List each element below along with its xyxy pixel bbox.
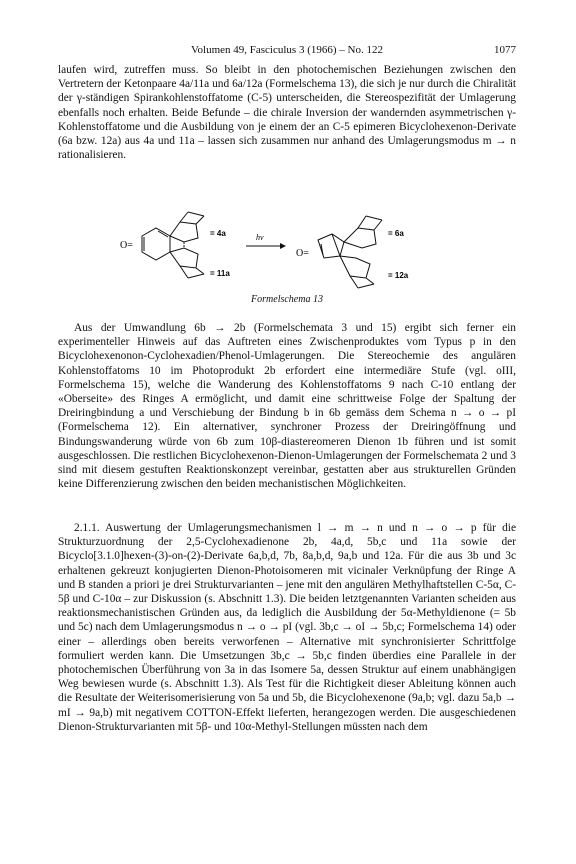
reaction-scheme bbox=[118, 206, 468, 298]
paragraph-1-text: laufen wird, zutreffen muss. So bleibt in den photochemischen Beziehungen zwischen den Vertretern der Ketonpaare 4a/11a und 6a/12a (Formelschema 13), die sich je nur durch die Chiralität der γ-ständigen Spirankohlenstoffatome (C-5) unterscheiden, die Stereospezifität der Umlagerung ebenfalls noch erhalten. Beide Befunde – die chirale Inversion der wandernden asymmetrischen γ-Kohlenstoffatome und die Ausbildung von je einem der an C-5 epimeren Bicyclohexenon-Derivate (6a bzw. 12a) aus 4a und 11a – lassen sich zusammen nur anhand des Umlagerungsmodus m → n rationalisieren. bbox=[58, 64, 516, 162]
paragraph-3 bbox=[58, 521, 516, 734]
left-carbonyl: O= bbox=[120, 240, 133, 251]
paragraph-1 bbox=[58, 63, 516, 162]
journal-title: Volumen 49, Fasciculus 3 (1966) – No. 122 bbox=[191, 44, 383, 56]
label-4a: = 4a bbox=[210, 229, 226, 238]
right-upper-ring bbox=[344, 228, 376, 248]
left-upper-ring bbox=[170, 222, 198, 242]
figure-caption: Formelschema 13 bbox=[251, 294, 323, 305]
arrow-label-hv: hν bbox=[256, 233, 264, 242]
page-number: 1077 bbox=[494, 44, 516, 56]
reaction-arrow bbox=[246, 243, 286, 249]
right-structure bbox=[318, 216, 382, 288]
right-ring-a bbox=[318, 234, 344, 258]
paragraph-2 bbox=[58, 321, 516, 491]
label-12a: = 12a bbox=[388, 271, 409, 280]
running-header bbox=[58, 44, 516, 58]
label-6a: = 6a bbox=[388, 229, 404, 238]
left-structure bbox=[142, 212, 204, 278]
paragraph-2-text: Aus der Umwandlung 6b → 2b (Formelschemata 3 und 15) ergibt sich ferner ein experimenteller Hinweis auf das Auftreten eines Zwischenproduktes vom Typus p in den Bicyclohexenonon-Cyclohexadien/Phenol-Umlagerungen. Die Stereochemie des angulären Kohlenstoffatoms 10 im Photoprodukt 2b erfordert eine intermediäre Stufe (vgl. oIII, Formelschema 15), welche die Wanderung des Kohlenstoffatoms 9 nach C-10 entlang der «Oberseite» des Ringes A ermöglicht, und damit eine schrittweise Folge der Spaltung der Dreiringbindung a und Verschiebung der Bindung b in 6b gemäss dem Schema n → o → pI (Formelschema 12). Ein alternativer, synchroner Prozess der Dreiringöffnung und Bindungswanderung würde von 6b zum 10β-diastereomeren Dienon 1b führen und ist somit ausgeschlossen. Die restlichen Bicyclohexenon-Dienon-Umlagerungen der Formelschemata 2 und 3 sind mit diesem gestuften Reaktionskonzept vereinbar, gestatten aber aus strukturellen Gründen keine Differenzierung zwischen den beiden mechanistischen Möglichkeiten. bbox=[58, 322, 516, 491]
paragraph-3-text: 2.1.1. Auswertung der Umlagerungsmechanismen l → m → n und n → o → p für die Strukturzuordnung der 2,5-Cyclohexadienone 2b, 4a,d, 5b,c und 11a sowie der Bicyclo[3.1.0]hexen-(3)-on-(2)-Derivate 6a,b,d, 7b, 8a,b,d, 9a,b und 12a. Für die aus 3b und 3c erhaltenen gekreuzt konjugierten Dienon-Photoisomeren mit vicinaler Verknüpfung der Ringe A und B standen a priori je drei Strukturvarianten – jene mit den angulären Methylhaftstellen C-5α, C-5β und C-10α – zur Diskussion (s. Abschnitt 1.3). Die beiden letztgenannten Varianten scheiden aus reaktionsmechanistischen Gründen aus, da lediglich die Ausbildung der 5α-Methyldienone (= 5b und 5c) nach dem Umlagerungsmodus n → o → pI (vgl. 3b,c → oI → 5b,c; Formelschema 14) oder einer – allerdings oben bereits verworfenen – Alternative mit synchronisierter Schrittfolge formuliert werden kann. Die Umsetzungen 3b,c → 5b,c finden überdies eine Parallele in der photochemischen Überführung von 3a in das Isomere 5a, dessen Struktur auf einem unabhängigen Weg bewiesen wurde (s. Abschnitt 1.3). Als Test für die Richtigkeit dieser Ableitung können auch die Resultate der Weiterisomerisierung von 5a und 5b, die Bicyclohexenone (9a,b; vgl. dazu 5a,b → mI → 9a,b) mit negativem COTTON-Effekt lieferten, herangezogen werden. Die ausgeschiedenen Dienon-Strukturvarianten mit 5β- und 10α-Methyl-Stellungen müssten nach dem bbox=[58, 522, 516, 733]
left-ring-a bbox=[142, 228, 170, 260]
right-carbonyl: O= bbox=[296, 248, 309, 259]
label-11a: = 11a bbox=[210, 269, 230, 278]
scheme-drawing bbox=[118, 206, 468, 298]
left-lower-ring bbox=[170, 248, 198, 268]
right-lower-ring bbox=[340, 256, 370, 278]
